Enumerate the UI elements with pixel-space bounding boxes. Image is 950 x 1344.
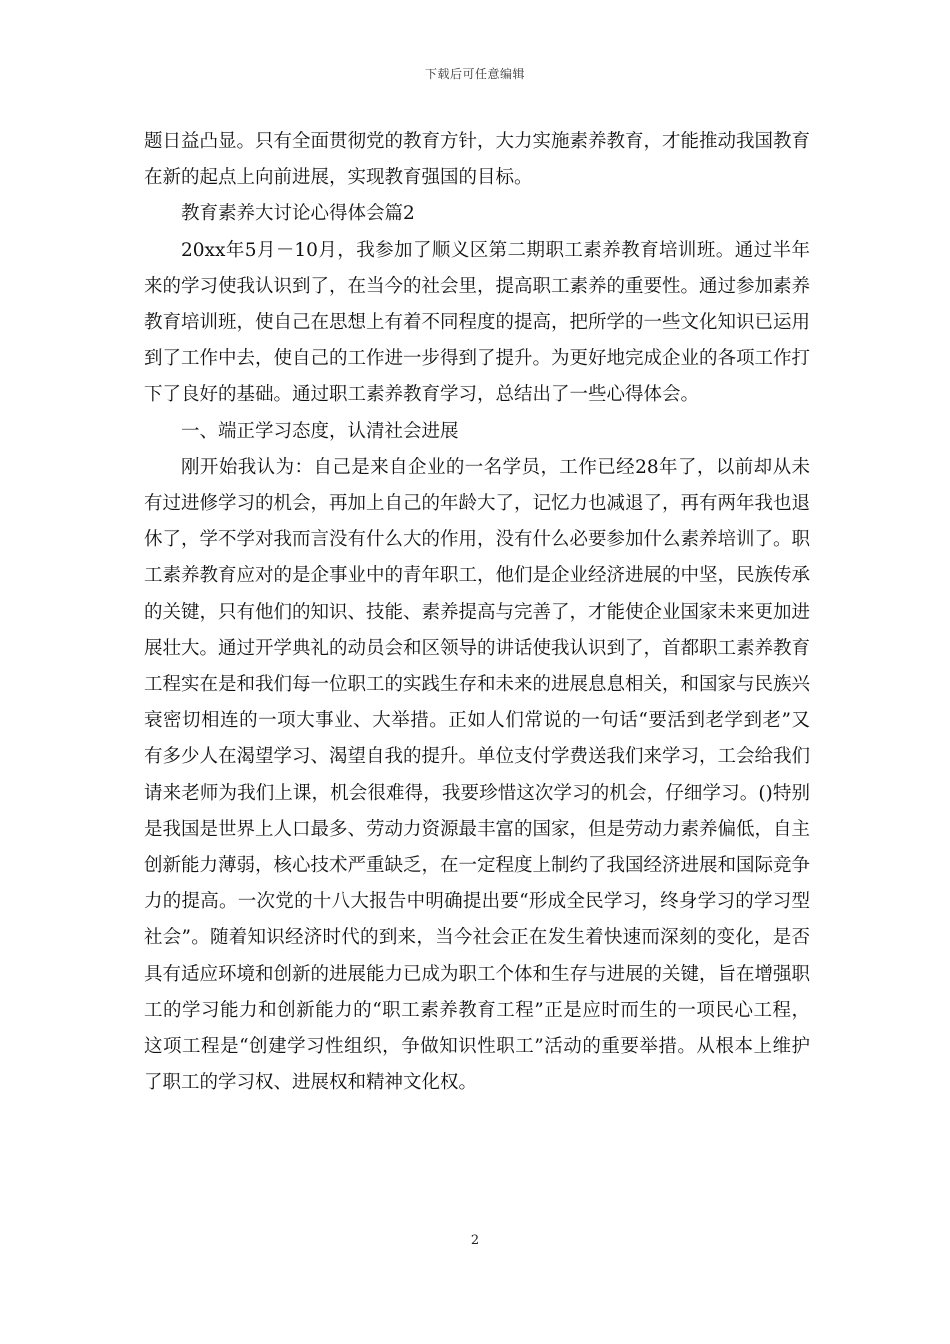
article-title: 教育素养大讨论心得体会篇2	[181, 203, 415, 225]
paragraph-continuation: 题日益凸显。只有全面贯彻党的教育方针，大力实施素养教育，才能推动我国教育在新的起点上向前进展，实现教育强国的目标。	[144, 131, 811, 189]
document-body	[144, 124, 810, 1101]
paragraph-intro: 20xx年5月－10月，我参加了顺义区第二期职工素养教育培训班。通过半年来的学习使我认识到了，在当今的社会里，提高职工素养的重要性。通过参加素养教育培训班，使自己在思想上有着不同程度的提高，把所学的一些文化知识已运用到了工作中去，使自己的工作进一步得到了提升。为更好地完成企业的各项工作打下了良好的基础。通过职工素养教育学习，总结出了一些心得体会。	[144, 239, 811, 406]
page-number: 2	[470, 1233, 480, 1248]
page-header: 下载后可任意编辑	[424, 67, 525, 81]
section-heading: 一、端正学习态度，认清社会进展	[181, 420, 459, 442]
paragraph-main: 刚开始我认为：自己是来自企业的一名学员，工作已经28年了，以前却从未有过进修学习的机会，再加上自己的年龄大了，记忆力也减退了，再有两年我也退休了，学不学对我而言没有什么大的作用，没有什么必要参加什么素养培训了。职工素养教育应对的是企事业中的青年职工，他们是企业经济进展的中坚，民族传承的关键，只有他们的知识、技能、素养提高与完善了，才能使企业国家未来更加进展壮大。通过开学典礼的动员会和区领导的讲话使我认识到了，首都职工素养教育工程实在是和我们每一位职工的实践生存和未来的进展息息相关，和国家与民族兴衰密切相连的一项大事业、大举措。正如人们常说的一句话“要活到老学到老”又有多少人在渴望学习、渴望自我的提升。单位支付学费送我们来学习，工会给我们请来老师为我们上课，机会很难得，我要珍惜这次学习的机会，仔细学习。()特别是我国是世界上人口最多、劳动力资源最丰富的国家，但是劳动力素养偏低，自主创新能力薄弱，核心技术严重缺乏，在一定程度上制约了我国经济进展和国际竞争力的提高。一次党的十八大报告中明确提出要“形成全民学习，终身学习的学习型社会”。随着知识经济时代的到来，当今社会正在发生着快速而深刻的变化，是否具有适应环境和创新的进展能力已成为职工个体和生存与进展的关键，旨在增强职工的学习能力和创新能力的“职工素养教育工程”正是应时而生的一项民心工程，这项工程是“创建学习性组织，争做知识性职工”活动的重要举措。从根本上维护了职工的学习权、进展权和精神文化权。	[144, 456, 811, 1094]
